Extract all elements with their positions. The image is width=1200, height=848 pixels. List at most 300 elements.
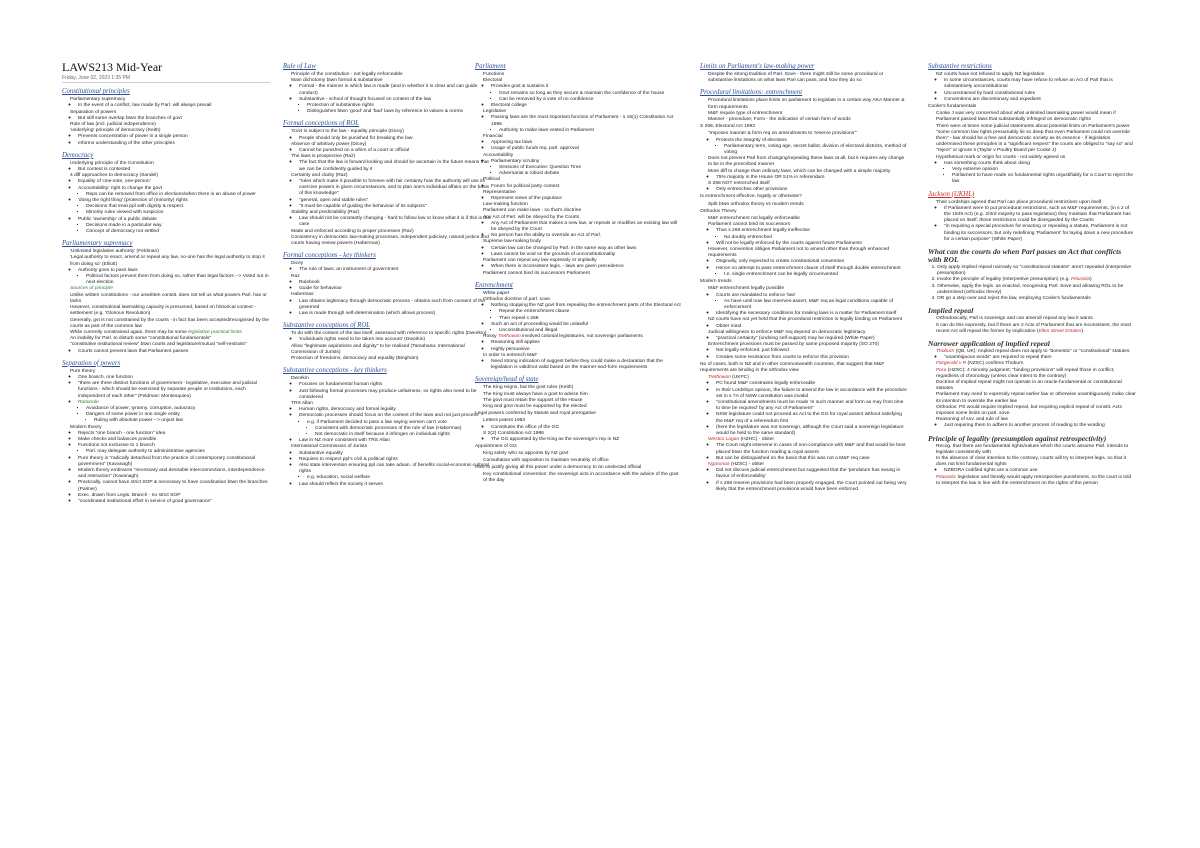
list-item-text: Pure theory: [70, 368, 96, 374]
list-item: [716, 138, 908, 157]
list-item: [291, 344, 491, 356]
list-item-text: Constitutes the office of the GG: [491, 424, 560, 430]
list-item-text: Distinguishes btwn 'good' and 'bad' laws by reference to values & norms: [307, 109, 463, 115]
bullet-list: [70, 375, 270, 425]
list-item-text: Political factors prevent them from doing so, rather than legal factors --> Voted out in next election: [86, 274, 269, 286]
list-item-text: Law obtains legitimacy through democratic process - obtains such from consent of the governed: [299, 298, 485, 310]
list-item-text: Principle of the constitution - not legally enforceable: [291, 72, 403, 77]
list-item: [291, 173, 491, 210]
list-item-text: Reasoning still applies: [491, 340, 540, 346]
case-name: Pora: [936, 367, 947, 373]
list-item-text: 75% majority in the House OR 51% in referendum: [716, 174, 825, 180]
bullet-list: [291, 299, 491, 318]
list-item-text: Underlying principle of the Constitution: [70, 160, 154, 166]
list-item: [483, 239, 683, 258]
list-item: [70, 97, 270, 109]
list-item-text: Creates some resistance from courts to enforce this provision: [716, 354, 849, 360]
list-item-text: Dworkin: [291, 376, 309, 382]
list-item-text: Repeal the entrenchment clause: [499, 309, 570, 315]
list-item: [944, 224, 1136, 243]
list-item: [483, 109, 683, 134]
list-item-text: But still some overlap btwn the branches of govt: [78, 115, 182, 121]
list-item: [78, 468, 270, 480]
bullet-list: [70, 268, 270, 287]
list-item-text: (here the legislature was not sovereign, although the Court said a sovereign legislature would be held to the same standard): [716, 424, 904, 436]
list-item-text: Main dichotomy btwn formal & substantive: [291, 78, 383, 84]
bullet-list: [491, 165, 683, 177]
list-item-text: King and govt must be supported by the elected: [483, 403, 587, 409]
list-item-text: Westco Lagan (HZHC) - obiter: [708, 437, 774, 443]
bullet-list: [475, 451, 683, 463]
list-item: [299, 97, 491, 116]
column-5: [928, 58, 1136, 838]
list-item: [70, 128, 270, 147]
case-name: Thoburn: [936, 348, 955, 354]
list-item-text: While currently constrained again, there may be some legislative practical limits: [70, 329, 242, 335]
list-item-text: Rationale: [78, 399, 99, 405]
list-item-text: Only apply implied repeal narrowly so "constitutional statutes" aren't repealed (interpretive presumption): [937, 265, 1132, 277]
list-item: [944, 97, 1136, 103]
list-item-text: Doctrine of implied repeal might not operate in an oracle-fundamental or constitutional statutes: [936, 379, 1122, 392]
list-item-text: Orthodox doctrine of parl. sove.: [483, 296, 552, 302]
list-item-text: Represent views of the populace: [491, 196, 562, 202]
list-item: [724, 272, 908, 278]
list-item-text: Obiter mind: [716, 323, 742, 329]
list-item-text: Not democratic in itself because it infringes on individual rights: [315, 431, 450, 437]
bullet-list: [483, 340, 683, 352]
list-item-text: Parliament can repeal any law expressly or impliedly: [483, 258, 597, 264]
bullet-list: [483, 246, 683, 258]
list-item-text: Protection of substantive rights: [307, 103, 374, 109]
section-heading: Principle of legality (presumption against retrospectivity): [928, 433, 1107, 443]
list-item-text: Govt remains so long as they secure & maintain the confidence of the house: [499, 90, 665, 96]
list-item: [708, 317, 908, 329]
paragraph: Modern trends: [700, 279, 732, 285]
list-item: [936, 417, 1136, 429]
list-item-text: Very extreme opinion: [952, 167, 998, 173]
list-item-text: S 2(2) Constitution Act 1986: [483, 430, 544, 436]
bullet-list: [700, 216, 908, 278]
list-item-text: Parliament can make laws - so that's doctrine: [483, 208, 582, 214]
list-item: [78, 499, 270, 505]
list-item: [491, 115, 683, 134]
list-item-text: The King must always have a govt to advise him: [483, 391, 588, 397]
list-item: [483, 153, 683, 178]
list-item: [483, 458, 683, 464]
list-item-text: Procedural limitations place limits on parliament to legislate in a certain way AKA Manner & form requirements: [708, 98, 905, 110]
list-item-text: The Court might intervene in cases of non-compliance with M&F and that would be best placed btwn the function reading & royal assent: [716, 443, 906, 455]
bullet-list: [928, 111, 1136, 185]
list-item: [716, 355, 908, 361]
list-item-text: Electoral: [483, 78, 503, 84]
list-item: [78, 400, 270, 425]
list-item-text: Financial: [483, 134, 503, 140]
section-heading: Narrower application of implied repeal: [928, 338, 1050, 348]
list-item: [291, 401, 491, 444]
list-item-text: NZ courts have not refused to apply NZ legislation: [936, 72, 1045, 77]
list-item-text: Modern theory embraces "necessary and desirable interconnections, interdependence and interaction" (Kavanagh): [78, 467, 265, 480]
list-item: [708, 156, 908, 168]
bullet-list: [475, 418, 683, 443]
list-item-text: "constitutional amendments must be made 'in such manner and form as may from time to time be required' by any Act of Parliament": [716, 399, 904, 412]
document-date: Friday, June 02, 2023 1:35 PM: [62, 75, 270, 83]
list-item: [299, 311, 491, 317]
list-item: [70, 425, 270, 506]
list-item-text: Separation of powers: [70, 109, 117, 115]
list-item-text: Avoidance of power, tyranny, corruption, autocracy: [86, 405, 196, 411]
list-item-text: Trethowan (UKPC): [708, 375, 749, 381]
list-item: [483, 404, 683, 410]
list-item-text: Such an act of proceeding would be unlawful: [491, 321, 589, 327]
list-item-text: Formal - the manner in which law is made (and in whether it is clear and can guide conduct): [299, 84, 478, 96]
list-item: [716, 293, 908, 312]
list-item-text: Letters patent 1983: [483, 418, 526, 424]
list-item-text: Decisions made in a particular way: [86, 222, 162, 228]
section-heading: Constitutional principles: [62, 88, 130, 96]
list-item-text: Rule of law (incl. judicial independence): [70, 122, 156, 128]
list-item-text: Rejects "one branch - one function" idea: [78, 430, 166, 436]
bullet-list: [700, 375, 908, 493]
list-item-text: The rule of laws; an instrument of government: [299, 267, 399, 273]
list-item-text: Passing laws are the most important function of Parliament - s 15(1) Constitution Act 1986: [491, 115, 674, 127]
list-item-text: Functions: [483, 72, 505, 77]
list-item-text: Need strong indication of suggest before they could make a declaration that the legislation is valid/not valid based on the manner-and-form requirements: [491, 358, 663, 371]
list-item-text: Can be removed by a vote of no confidence: [499, 96, 594, 102]
list-item-text: Laws cannot be void on the grounds of unconstitutionality: [491, 251, 616, 257]
list-item-text: Ngaronoa (HZSC) - obiter: [708, 461, 764, 467]
bullet-list: [716, 272, 908, 278]
list-item: [483, 78, 683, 109]
list-item: [299, 482, 491, 488]
list-item-text: Decisions that treat ppl with dignity & respect: [86, 204, 184, 210]
list-item: [70, 342, 270, 354]
bullet-list: [708, 228, 908, 247]
list-item-text: Key constitutional convention: the sovereign acts in accordance with the advice of the govt of the day: [483, 471, 679, 484]
bullet-list: [483, 437, 683, 443]
list-item: [708, 72, 908, 84]
list-item-text: As have until now law reserves-assert, M&F req as legal conditions capable of enforcement: [724, 298, 894, 310]
list-item-text: In the event of a conflict, law made by Parl. will always prevail: [78, 103, 212, 109]
bullet-list: [708, 468, 908, 493]
bullet-list: [928, 200, 1136, 243]
list-item: [716, 228, 908, 240]
list-item: [78, 381, 270, 400]
list-item-text: Pitarasla: legislation and literally would apply retrospective punishment, so the court is told to interpret the law in line with the entrenchment on the rights of the person: [936, 474, 1132, 486]
bullet-list: [700, 131, 908, 193]
bullet-list: [291, 216, 491, 228]
list-item-text: Did not discuss judicial entrenchment but suggested that the 'pendulum has swung in favour of enforceability': [716, 468, 901, 480]
bullet-list: [700, 98, 908, 123]
list-item-text: People should only be punished for breaking the law: [299, 135, 413, 141]
bullet-list: [708, 138, 908, 157]
list-item: [936, 456, 1136, 475]
list-item-text: Reasoning of sov. and rule of law: [936, 417, 1008, 423]
list-item: [936, 444, 1136, 456]
document-title: LAWS213 Mid-Year: [62, 60, 163, 74]
list-item: [78, 198, 270, 217]
list-item: [708, 437, 908, 462]
bullet-list: [78, 223, 270, 235]
list-item-text: M&F entrenchment not legally enforceable: [708, 216, 800, 222]
case-name: Ellen Street Estates: [1038, 328, 1082, 334]
list-item: [708, 181, 908, 193]
bullet-list: [283, 261, 491, 317]
list-item: [936, 200, 1136, 243]
list-item-text: Habermas: [291, 292, 314, 298]
list-item-text: M&F require type of entrenchment: [708, 110, 783, 116]
list-item: [483, 297, 683, 334]
list-item-text: Reps can be removed from office in elections/when there is an abuse of power: [86, 191, 256, 197]
list-item-text: Unconstrained by hard constitutional rules: [944, 90, 1036, 96]
bullet-list: [283, 72, 491, 115]
list-item: [483, 353, 683, 372]
list-item: [291, 331, 491, 343]
list-item: [78, 443, 270, 455]
bullet-list: [78, 406, 270, 425]
bullet-list: [78, 204, 270, 216]
list-item-text: "general, open and stable rules": [299, 197, 369, 203]
section-heading: Parliamentary supremacy: [62, 240, 133, 248]
section-heading: Substantive conceptions - key thinkers: [283, 367, 387, 375]
case-name: Ngaronoa: [708, 461, 730, 467]
list-item-text: NZBORA codified rights are a common use: [944, 468, 1038, 474]
list-item: [299, 216, 491, 228]
list-item-text: Adversarial & robust debate: [499, 171, 560, 177]
list-item: [78, 141, 270, 147]
paragraph: Cooke's fundamentals: [928, 104, 977, 110]
list-item: [291, 274, 491, 293]
list-item: [483, 134, 683, 153]
list-item-text: 'Govt is subject to the law - equality principle (Dicey): [291, 129, 404, 135]
list-item-text: Raz: [291, 273, 300, 279]
list-item-text: M&F entrenchment legally possible: [708, 286, 785, 292]
list-item-text: Hypothetical mark or origin for courts - not widely agreed on: [936, 154, 1066, 160]
list-item: [70, 318, 270, 330]
list-item-text: Orthodox: PS would require implied repeal, but requiring explicit repeal of constit. Acts imposes some limits on parl. sove.: [936, 404, 1122, 416]
case-name: Pitarasla: [936, 474, 956, 480]
list-item: [483, 271, 683, 277]
list-item: [483, 177, 683, 189]
paragraph: How to justify giving all this power under a democracy to an unelected official: [475, 464, 642, 470]
list-item: [307, 420, 491, 439]
list-item-text: TRS Allan: [291, 400, 313, 406]
section-heading: Substantive conceptions of ROL: [283, 322, 371, 330]
list-item: [78, 456, 270, 468]
list-item-text: OR go a step over and reject the law, employing Cooke's fundamentals: [937, 296, 1091, 302]
list-item: [716, 412, 908, 424]
list-item-text: Identifying the necessary conditions for making laws is a matter for Parliament itself: [716, 311, 897, 317]
column-3: [475, 58, 683, 838]
list-item-text: In some circumstances, courts may have refuse to refuse an Act of Parl that is substantively unconstitutional: [944, 78, 1113, 90]
list-item: [708, 169, 908, 181]
list-item: [944, 423, 1136, 429]
list-item-text: Entrenchment provisions must be passed by same proposed majority (SO 270): [708, 342, 879, 348]
list-item-text: Generally, gvt is not constrained by the courts - in fact has been accepted/recognised by the courts as part of the common law: [70, 317, 269, 329]
list-item-text: Parliamentary supremacy: [70, 97, 126, 103]
list-item-text: Parliamentary scrutiny: [491, 158, 540, 164]
list-item-text: Parl. may delegate authority to administrative agencies: [86, 449, 205, 455]
list-item-text: In order to entrench M&F: [483, 352, 538, 358]
bullet-list: [491, 91, 683, 103]
list-item-text: Fitzgerald v R (NZSC) confirms Thoburn: [936, 361, 1024, 367]
list-item-text: Prevents concentration of power in a single person: [78, 134, 188, 140]
list-item-text: Highly persuasive: [491, 346, 530, 352]
list-item: [491, 221, 683, 233]
list-item-text: No doubly entrenched: [724, 234, 772, 240]
list-item-text: In the absence of clear intention to the contrary, courts will try to interpret legis. so that it does not limit fundamental rights: [936, 455, 1126, 468]
bullet-list: [70, 179, 270, 235]
list-item-text: Accountability: right to change the govt: [78, 185, 163, 191]
list-item: [307, 109, 491, 115]
list-item-text: "Imposes manner & form req on amendments to 'reserve provisions'": [708, 131, 857, 137]
list-item-text: Thoburn (QB, UK): Implied repeal does not apply to "domestic" or "constitutional" statutes: [936, 348, 1130, 354]
bullet-list: [936, 423, 1136, 429]
list-item: [936, 72, 1136, 103]
list-item-text: "it must be capable of guiding the behaviour of its subjects": [299, 203, 427, 209]
case-name: Trethowan: [708, 375, 731, 381]
bullet-list: [78, 274, 270, 286]
bullet-list: [62, 97, 270, 147]
list-item-text: Any Act of Parl. will be obeyed by the Courts: [483, 214, 580, 220]
list-item: [291, 210, 491, 229]
bullet-list: [307, 426, 491, 438]
list-item-text: If Parliament were to put procedural restrictions, such as M&F requirements, (in s 2 of the 1949 Act) (e.g. 2/3rd majority to pass legislation) they maintain that Parliament has placed on itself, those restrictions could be disregarded by the Courts: [944, 205, 1131, 224]
section-heading: Rule of Law: [283, 63, 316, 70]
list-item-text: Approving tax laws: [491, 140, 533, 146]
list-item-text: Consistent with democratic processes of the rule of law (Habermas): [315, 425, 462, 431]
list-item: [483, 472, 683, 484]
list-item-text: "rules which make it possible to foresee with fair certainty how the authority will use its coercive powers in given circumstances, and to plan one's individual affairs on the basis of this knowledge": [299, 179, 490, 197]
section-heading: Limits on Parliament's law-making power: [700, 63, 815, 70]
list-item: [491, 359, 683, 371]
list-item: [299, 463, 491, 482]
list-item: [716, 468, 908, 480]
bullet-list: [70, 349, 270, 355]
list-item-text: Cannot be punished on a whim of a court or official: [299, 148, 410, 154]
bullet-list: [708, 348, 908, 360]
list-item-text: However, convention obliges Parliament not to amend other than through enhanced requirements: [708, 247, 890, 259]
list-item-text: Certainty and clarity (Raz): [291, 172, 348, 178]
list-item-text: Cooke J was very concerned about what unlimited lawmaking power would mean if Parliament passed laws that substantially infringed on democratic rights: [936, 111, 1116, 123]
list-item: [708, 117, 908, 123]
list-item-text: Does not prevent Parl from changing/repealing these laws at all, but it requires any change to be in the prescribed manner: [708, 156, 905, 168]
bullet-list: [291, 382, 491, 401]
column-4: [700, 58, 908, 838]
list-item-text: Law-making function: [483, 202, 528, 208]
list-item-text: Has something courts think about doing: [944, 160, 1030, 166]
bullet-list: [299, 103, 491, 115]
bullet-list: [928, 349, 1136, 430]
column-1: [62, 58, 270, 838]
bullet-list: [299, 420, 491, 439]
list-item: [86, 229, 270, 235]
list-item: [86, 412, 270, 424]
section-heading: Parliament: [475, 63, 506, 70]
list-item-text: Exec. drawn from Legis. Branch - no strict SOP: [78, 492, 181, 498]
paragraph: Appointment of GG: [475, 444, 517, 450]
list-item-text: Hence no attempt to pass entrenchment clause of itself through double entrenchment: [716, 265, 901, 271]
list-item: [299, 84, 491, 96]
list-item-text: Minority rules viewed with suspicion: [86, 210, 164, 216]
list-item-text: Dicey: [291, 261, 304, 267]
list-item-text: Human rights, democracy and formal legality: [299, 407, 396, 413]
bullet-list: [944, 167, 1136, 186]
bullet-list: [716, 144, 908, 156]
bullet-list: [483, 115, 683, 134]
list-item-text: Courts cannot prevent laws that Parliament passes: [78, 348, 189, 354]
list-item: [708, 222, 908, 247]
case-name: legislative practical limits: [188, 329, 242, 335]
list-item-text: Requires to respect ppl's civil & political rights: [299, 456, 398, 462]
list-item: [936, 155, 1136, 186]
list-item-text: "practical certainty" (undoing self-support) may be required (White Paper): [716, 335, 875, 341]
list-item: [491, 303, 683, 322]
bullet-list: [483, 159, 683, 178]
list-item-text: Just following formal processes may produce unfairness, so rights also need to be considered: [299, 388, 477, 400]
bullet-list: [928, 72, 1136, 103]
list-item: [70, 293, 270, 305]
list-item: [299, 160, 491, 172]
list-item-text: PC found M&F constraints legally enforceable: [716, 381, 816, 387]
list-item-text: Law in NZ more consistent with TRS Allan: [299, 438, 390, 444]
list-item-text: Nothing stopping the NZ govt from repealing the entrenchment parts of the Electoral Act: [491, 303, 681, 309]
paragraph: Orthodox Theory: [700, 208, 737, 214]
list-item: [291, 292, 491, 317]
list-item-text: It can do this expressly, but if there are 2 Acts of Parliament that are inconsistent, the most recent Act will repeal the former by implication (Ellen Street Estates): [936, 322, 1132, 334]
list-item: [299, 179, 491, 198]
list-item-text: Accountability: [483, 152, 514, 158]
bullet-list: [283, 129, 491, 247]
bullet-list: [708, 187, 908, 193]
list-item: [937, 296, 1136, 302]
list-item-text: No person has the ability to override an Act of Parl.: [491, 233, 602, 239]
list-item-text: Protects the integrity of elections: [716, 137, 787, 143]
bullet-list: [291, 179, 491, 210]
list-item-text: Courts are mandated to enforce 'law': [716, 292, 796, 298]
list-item: [936, 130, 1136, 155]
list-item-text: Authority to make laws vested in Parliament: [499, 127, 594, 133]
list-item: [299, 413, 491, 438]
list-item-text: The laws is prospective (Raz): [291, 154, 356, 160]
section-heading: Sovereign/head of state: [475, 376, 539, 384]
list-item: [491, 437, 683, 443]
list-item: [86, 274, 270, 286]
bullet-list: [483, 140, 683, 152]
list-item: [716, 400, 908, 412]
list-item-text: In their Lordships opinion, the failure to amend the law in accordance with the procedure set in s 7A of NSW constitution was invalid: [716, 387, 907, 399]
bullet-list: [716, 299, 908, 311]
list-item-text: Substantive equality: [299, 450, 343, 456]
list-item: [483, 258, 683, 270]
list-item-text: Any Act of Parliament that makes a new law, or repeals or modifies an existing law will be obeyed by the Court: [491, 220, 678, 233]
list-item-text: Absence of arbitrary power (Dicey): [291, 141, 367, 147]
list-item-text: Will not be legally enforced by the courts against future Parliaments: [716, 240, 862, 246]
list-item: [70, 173, 270, 235]
bullet-list: [475, 291, 683, 372]
list-item-text: Public 'ownership' of a public debate: [78, 216, 157, 222]
bullet-list: [475, 385, 683, 410]
list-item-text: Only entrenches other provisions: [716, 187, 788, 193]
list-item-text: Law should not be constantly changing - hard to follow law or know what it is if this is the case: [299, 216, 491, 228]
list-item-text: Orthodoxically, Parl is sovereign and can amend/ repeal any law it wants: [936, 316, 1093, 322]
list-item: [299, 389, 491, 401]
list-item-text: Not legally enforced, just followed: [716, 348, 789, 354]
bullet-list: [291, 84, 491, 115]
list-item: [716, 425, 908, 437]
list-item: [716, 443, 908, 455]
list-item-text: Practically, cannot have strict SOP & necessary to have coordination btwn the branches (Palmer): [78, 480, 268, 492]
list-item-text: "there are three distinct functions of government - legislative, executive and judicial functions - which should be exercised by separate people or institutions, each independent of each other" (Feldman: Montesquieu): [78, 381, 257, 399]
